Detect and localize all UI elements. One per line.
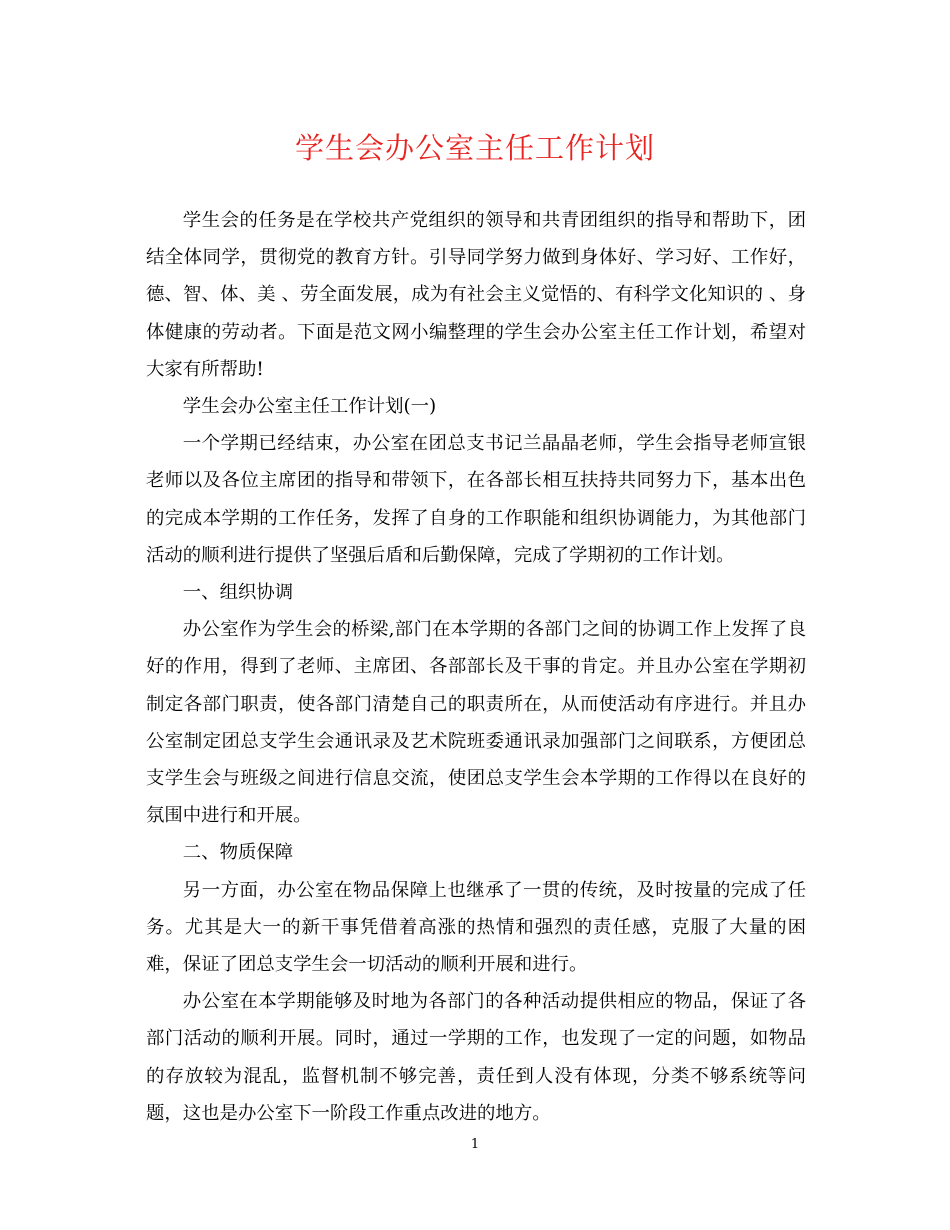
summary-paragraph: 一个学期已经结束，办公室在团总支书记兰晶晶老师，学生会指导老师宣银老师以及各位主席团的指导和带领下，在各部长相互扶持共同努力下，基本出色的完成本学期的工作任务，发挥了自身的工作职能和组织协调能力，为其他部门活动的顺利进行提供了坚强后盾和后勤保障，完成了学期初的工作计划。	[146, 433, 806, 566]
page-number: 1	[470, 1137, 480, 1152]
section-heading-coordination: 一、组织协调	[182, 582, 294, 604]
section-heading-plan-one: 学生会办公室主任工作计划(一)	[182, 396, 437, 418]
document-body	[146, 202, 806, 1132]
improvement-paragraph: 办公室在本学期能够及时地为各部门的各种活动提供相应的物品，保证了各部门活动的顺利开展。同时，通过一学期的工作，也发现了一定的问题，如物品的存放较为混乱，监督机制不够完善，责任到人没有体现，分类不够系统等问题，这也是办公室下一阶段工作重点改进的地方。	[146, 991, 806, 1124]
material-support-paragraph: 另一方面，办公室在物品保障上也继承了一贯的传统，及时按量的完成了任务。尤其是大一的新干事凭借着高涨的热情和强烈的责任感，克服了大量的困难，保证了团总支学生会一切活动的顺利开展和进行。	[146, 879, 806, 976]
coordination-paragraph: 办公室作为学生会的桥梁,部门在本学期的各部门之间的协调工作上发挥了良好的作用，得到了老师、主席团、各部部长及干事的肯定。并且办公室在学期初制定各部门职责，使各部门清楚自己的职责所在，从而使活动有序进行。并且办公室制定团总支学生会通讯录及艺术院班委通讯录加强部门之间联系，方便团总支学生会与班级之间进行信息交流，使团总支学生会本学期的工作得以在良好的氛围中进行和开展。	[146, 619, 806, 827]
document-title: 学生会办公室主任工作计划	[294, 131, 655, 165]
section-heading-material-support: 二、物质保障	[182, 842, 294, 864]
intro-paragraph: 学生会的任务是在学校共产党组织的领导和共青团组织的指导和帮助下，团结全体同学，贯彻党的教育方针。引导同学努力做到身体好、学习好、工作好，德、智、体、美 、劳全面发展，成为有社会主义觉悟的、有科学文化知识的 、身体健康的劳动者。下面是范文网小编整理的学生会办公室主任工作计划，希望对大家有所帮助!	[146, 210, 806, 380]
